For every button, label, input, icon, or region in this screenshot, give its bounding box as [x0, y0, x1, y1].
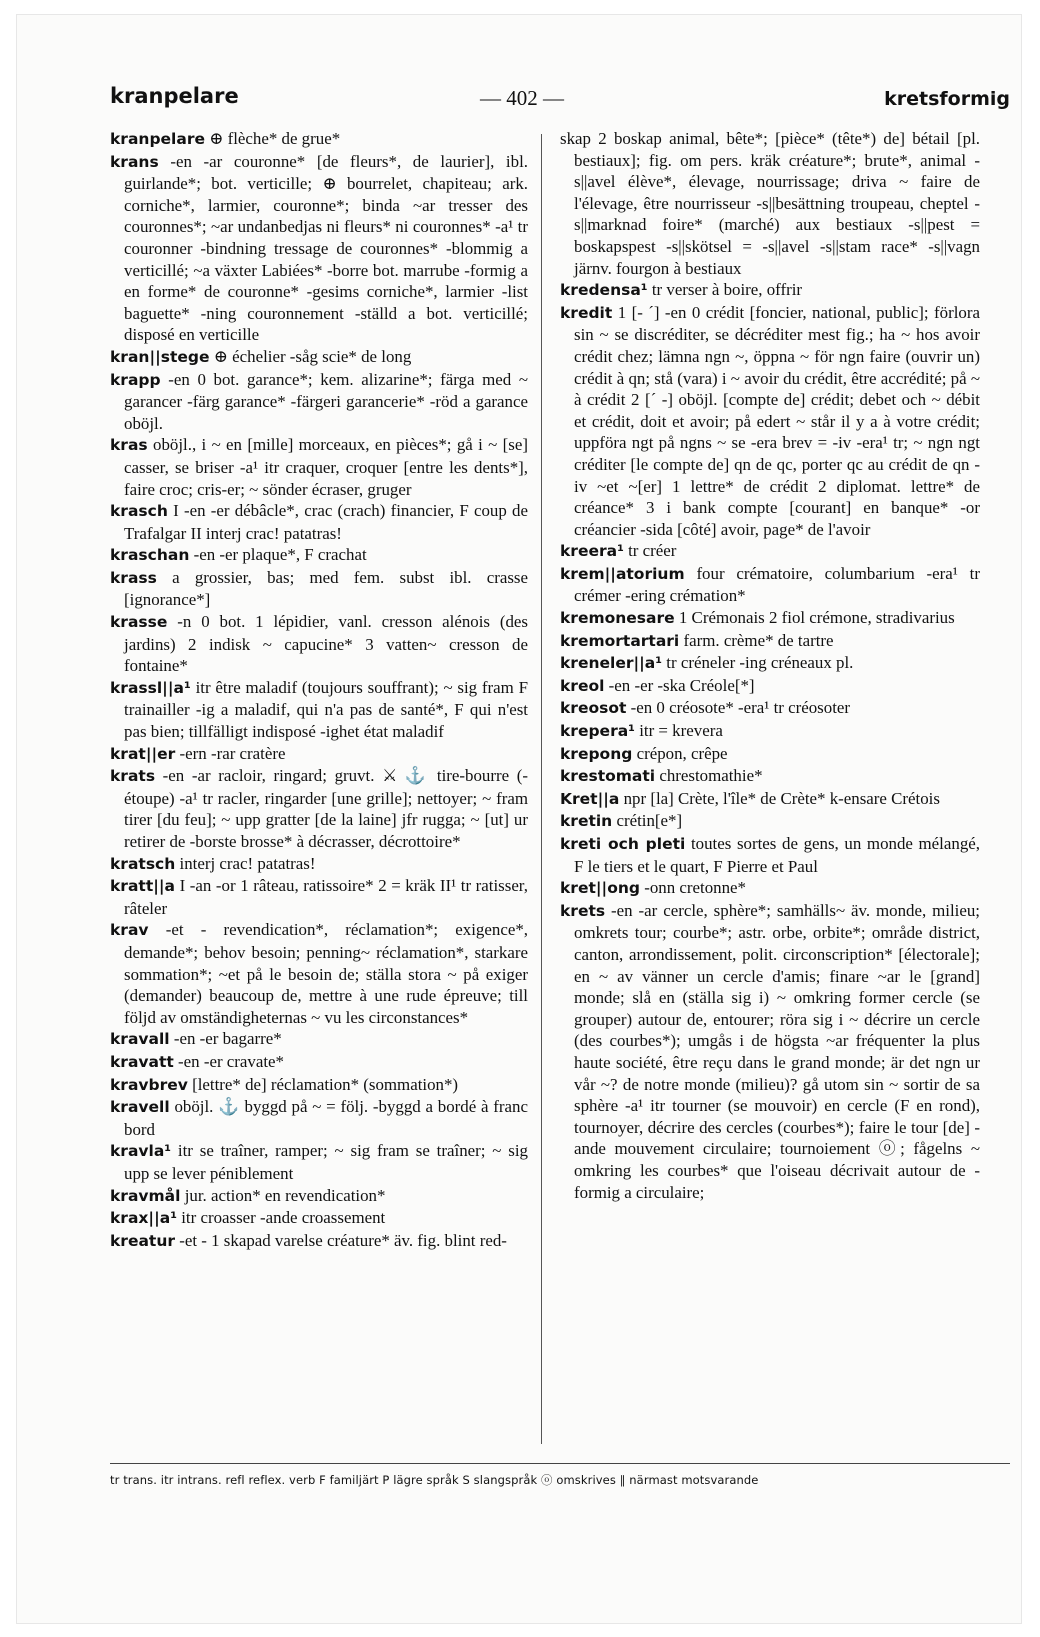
dictionary-entry	[560, 697, 980, 720]
column-divider	[541, 134, 542, 1444]
dictionary-entry	[110, 544, 528, 567]
entry-headword: kratt||a	[110, 877, 176, 896]
entry-headword: kranpelare	[110, 130, 205, 148]
dictionary-entry	[110, 151, 528, 346]
entry-headword: kreti och pleti	[560, 835, 686, 853]
entry-definition: itr être maladif (toujours souffrant); ~ sig fram F trainailler -ig a maladif, qui n'a pas de santé*, F qui n'est pas bien; tillfälligt indisposé -ighet état maladif	[124, 677, 528, 742]
dictionary-entry	[110, 875, 528, 919]
dictionary-entry	[560, 607, 980, 630]
page-number: — 402 —	[480, 86, 564, 110]
entry-definition: ⊕ échelier -såg scie* de long	[213, 346, 412, 366]
entry-definition: -en -ar cercle, sphère*; samhälls~ äv. monde, milieu; omkrets tour; courbe*; astr. orbe, orbite*; område district, canton, arrondissement, polit. circonscription* [électorale]; en ~ av vänner un cercle d'amis; finare ~ar le [grand] monde; slå en (ställa sig i) ~ omkring former cercle (se grouper) autour de, entourer; röra sig i ~ décrire un cercle (des courbes*); umgås i de högsta ~ar fréquenter la plus haute société, être reçu dans le grand monde; är det ngn ur vår ~? de notre monde (milieu)? gå utom sin ~ sortir de sa sphère -a¹ itr tourner (se mouvoir) en cercle (F en rond), tournoyer, décrire des cercles (courbes*); faire le tour [de] -ande mouvement circulaire; tournoiement ⓞ; fågelns ~ omkring les courbes* que l'oiseau décrivait autour de -formig a circulaire;	[574, 900, 980, 1202]
footer-rule	[110, 1463, 1010, 1464]
dictionary-entry	[110, 500, 528, 544]
dictionary-entry	[110, 1096, 528, 1140]
entry-headword: kratsch	[110, 854, 176, 873]
dictionary-entry	[110, 369, 528, 435]
entry-headword: krem||atorium	[560, 564, 685, 583]
entry-headword: kreneler||a¹	[560, 654, 663, 673]
dictionary-entry	[560, 279, 980, 302]
header-right-guideword: kretsformig	[884, 88, 1010, 110]
entry-definition: jur. action* en revendication*	[184, 1185, 386, 1205]
entry-definition: interj crac! patatras!	[179, 853, 316, 873]
entry-headword: kravall	[110, 1030, 170, 1049]
entry-headword: krasch	[110, 502, 168, 521]
entry-headword: krapp	[110, 370, 161, 389]
entry-definition: itr se traîner, ramper; ~ sig fram se traîner; ~ sig upp se lever péniblement	[124, 1141, 528, 1183]
dictionary-entry	[560, 810, 980, 833]
entry-definition: four crématoire, columbarium -era¹ tr crémer -ering crémation*	[574, 563, 980, 606]
entry-headword: krats	[110, 767, 156, 786]
dictionary-entry	[110, 1051, 528, 1074]
dictionary-entry	[110, 677, 528, 743]
dictionary-entry	[110, 1207, 528, 1230]
entry-headword: kran||stege	[110, 347, 210, 366]
entry-definition: -en -er -ska Créole[*]	[608, 675, 755, 695]
dictionary-entry	[560, 652, 980, 675]
entry-headword: kras	[110, 436, 148, 455]
entry-definition: tr créer	[628, 541, 677, 561]
entry-definition: crétin[e*]	[616, 811, 683, 831]
dictionary-entry	[110, 434, 528, 500]
entry-definition: oböjl., i ~ en [mille] morceaux, en pièces*; gå i ~ [se] casser, se briser -a¹ itr craquer, croquer [entre les dents*], faire croc; cris-er; ~ sönder écraser, gruger	[124, 435, 528, 499]
entry-definition: -en -er plaque*, F crachat	[193, 545, 367, 565]
entry-definition: -en 0 créosote* -era¹ tr créosoter	[630, 698, 851, 718]
entry-definition: oböjl. ⚓ byggd på ~ = följ. -byggd a bordé à franc bord	[124, 1097, 528, 1139]
dictionary-entry	[110, 1074, 528, 1097]
entry-definition: -en -ar couronne* [de fleurs*, de laurier], ibl. guirlande*; bot. verticille; ⊕ bourrelet, chapiteau; ark. corniche*, larmier, couronne*; binda ~ar tresser des couronnes*; ~ar undanbedjas ni fleurs* ni couronnes* -a¹ tr couronner -bindning tressage de couronnes* -blommig a verticillé; ~a växter Labiées* -borre bot. marrube -formig a en forme* de couronne* -gesims corniche*, larmier -list baguette* -ning couronnement -ställd a bot. verticillé; disposé en verticille	[124, 151, 528, 345]
left-column	[110, 128, 528, 1453]
dictionary-entry	[110, 611, 528, 677]
entry-headword: kreatur	[110, 1231, 176, 1250]
dictionary-entry	[110, 1230, 528, 1253]
entry-headword: kreol	[560, 676, 605, 695]
entry-definition: itr croasser -ande croassement	[181, 1208, 386, 1228]
dictionary-entry	[110, 919, 528, 1028]
entry-definition: -n 0 bot. 1 lépidier, vanl. cresson alénois (des jardins) 2 indisk ~ capucine* 3 vatten~ cresson de fontaine*	[124, 612, 528, 676]
dictionary-entry	[560, 765, 980, 788]
entry-headword: kremonesare	[560, 609, 675, 628]
entry-definition: crépon, crêpe	[636, 743, 728, 763]
entry-definition: 1 Crémonais 2 fiol crémone, stradivarius	[678, 608, 955, 628]
dictionary-entry	[110, 765, 528, 852]
entry-headword: Kret||a	[560, 789, 620, 808]
entry-headword: krepera¹	[560, 722, 635, 741]
dictionary-entry	[110, 567, 528, 611]
entry-definition: I -an -or 1 râteau, ratissoire* 2 = kräk II¹ tr ratisser, râteler	[124, 876, 528, 918]
entry-definition: skap 2 boskap animal, bête*; [pièce* (tête*) de] bétail [pl. bestiaux]; fig. om pers. kräk créature*; brute*, animal -s||avel élève*, élevage, nourrissage; driva ~ faire de l'élevage, être nourrisseur -s||besättning troupeau, cheptel -s||marknad foire* (marché) aux bestiaux -s||pest = boskapspest -s||skötsel = -s||avel -s||stam race* -s||vagn järnv. fourgon à bestiaux	[560, 129, 980, 278]
running-header	[110, 84, 1010, 118]
dictionary-entry	[110, 743, 528, 766]
entry-definition: -et - 1 skapad varelse créature* äv. fig. blint red-	[179, 1230, 507, 1250]
entry-definition: itr = krevera	[639, 721, 723, 741]
entry-headword: krans	[110, 152, 159, 171]
entry-headword: krestomati	[560, 767, 656, 786]
entry-definition: tr créneler -ing créneaux pl.	[666, 653, 854, 673]
dictionary-entry	[560, 900, 980, 1203]
dictionary-entry	[560, 720, 980, 743]
dictionary-entry	[560, 630, 980, 653]
header-left-guideword: kranpelare	[110, 84, 239, 108]
dictionary-entry	[110, 1140, 528, 1184]
dictionary-entry	[110, 128, 528, 151]
entry-definition: ⊕ flèche* de grue*	[209, 129, 341, 148]
entry-definition: tr verser à boire, offrir	[651, 280, 803, 300]
dictionary-entry	[560, 788, 980, 811]
entry-definition: -onn cretonne*	[644, 878, 746, 898]
abbreviation-footer: tr trans. itr intrans. refl reflex. verb F familjärt P lägre språk S slangspråk ⓞ omskrives ∥ närmast motsvarande	[110, 1473, 759, 1487]
entry-definition: 1 [- ´] -en 0 crédit [foncier, national, public]; förlora sin ~ se discréditer, se décréditer mest fig.; ha ~ hos avoir crédit chez; lämna ngn ~, öppna ~ för ngn faire (ouvrir un) crédit à qn; stå (vara) i ~ avoir du crédit, être accrédité; på ~ à crédit 2 [´ -] oböjl. [compte de] crédit; debet och ~ débit et crédit, doit et avoir; på edert ~ står il y a à votre crédit; uppföra ngt på ngns ~ se -era brev = -iv -era¹ tr; ~ ngn ngt créditer [le compte de] qn de qc, porter qc au crédit de qn -iv ~et ~[er] 1 lettre* de crédit 2 diplomat. lettre* de créance* 3 i bank compte [courant] en banque* -or créancier -sida [côté] avoir, page* de l'avoir	[574, 302, 980, 539]
dictionary-entry	[110, 1028, 528, 1051]
entry-headword: kravell	[110, 1098, 170, 1117]
entry-headword: krass	[110, 568, 157, 587]
entry-definition: -et - revendication*, réclamation*; exigence*, demande*; behov besoin; penning~ réclamation*, starkare sommation*; ~et på le besoin de; ställa stora ~ på exiger (demander) beaucoup de, mettre à une rude épreuve; till följd av omständigheternas ~ vu les circonstances*	[124, 920, 528, 1027]
entry-definition: -en 0 bot. garance*; kem. alizarine*; färga med ~ garancer -färg garance* -färgeri garancerie* -röd a garance oböjl.	[124, 369, 528, 433]
entry-headword: kreosot	[560, 699, 627, 718]
dictionary-entry	[560, 128, 980, 279]
entry-definition: farm. crème* de tartre	[683, 630, 834, 650]
dictionary-entry	[560, 675, 980, 698]
entry-definition: -en -er bagarre*	[173, 1029, 282, 1049]
entry-definition: a grossier, bas; med fem. subst ibl. crasse [ignorance*]	[124, 567, 528, 610]
dictionary-entry	[110, 346, 528, 369]
entry-headword: kredensa¹	[560, 281, 648, 300]
entry-definition: npr [la] Crète, l'île* de Crète* k-ensare Crétois	[623, 788, 940, 808]
entry-headword: kravbrev	[110, 1075, 188, 1094]
entry-definition: I -en -er débâcle*, crac (crach) financier, F coup de Trafalgar II interj crac! patatras!	[124, 501, 528, 543]
dictionary-entry	[110, 1185, 528, 1208]
right-column	[560, 128, 980, 1453]
entry-headword: krav	[110, 921, 149, 940]
entry-definition: [lettre* de] réclamation* (sommation*)	[192, 1074, 459, 1094]
entry-definition: -en -ar racloir, ringard; gruvt. ⚔ ⚓ tire-bourre (-étoupe) -a¹ tr racler, ringarder [une grille]; nettoyer; ~ fram tirer [du feu]; ~ upp gratter [de la laine] jfr rugga; ~ [ut] ur retirer de -borste brosse* à décrasser, décrottoire*	[124, 766, 528, 851]
dictionary-entry	[560, 563, 980, 607]
entry-headword: kretin	[560, 812, 613, 831]
dictionary-entry	[560, 743, 980, 766]
dictionary-entry	[560, 302, 980, 541]
dictionary-entry	[560, 833, 980, 877]
entry-headword: krassl||a¹	[110, 678, 191, 697]
entry-headword: kravla¹	[110, 1142, 172, 1161]
entry-headword: kravmål	[110, 1186, 181, 1205]
dictionary-entry	[110, 853, 528, 876]
entry-headword: krepong	[560, 744, 633, 763]
entry-definition: -ern -rar cratère	[179, 743, 286, 763]
entry-headword: krets	[560, 901, 606, 920]
entry-headword: kremortartari	[560, 631, 680, 650]
entry-headword: kret||ong	[560, 879, 640, 898]
entry-headword: krax||a¹	[110, 1209, 177, 1228]
entry-definition: toutes sortes de gens, un monde mélangé, F le tiers et le quart, F Pierre et Paul	[574, 834, 980, 876]
entry-headword: krasse	[110, 613, 168, 632]
entry-headword: krat||er	[110, 744, 176, 763]
entry-headword: kravatt	[110, 1052, 174, 1071]
entry-definition: chrestomathie*	[659, 766, 763, 786]
dictionary-entry	[560, 877, 980, 900]
entry-headword: kredit	[560, 303, 613, 322]
entry-definition: -en -er cravate*	[178, 1051, 284, 1071]
dictionary-entry	[560, 540, 980, 563]
entry-headword: kraschan	[110, 546, 190, 565]
entry-headword: kreera¹	[560, 542, 624, 561]
